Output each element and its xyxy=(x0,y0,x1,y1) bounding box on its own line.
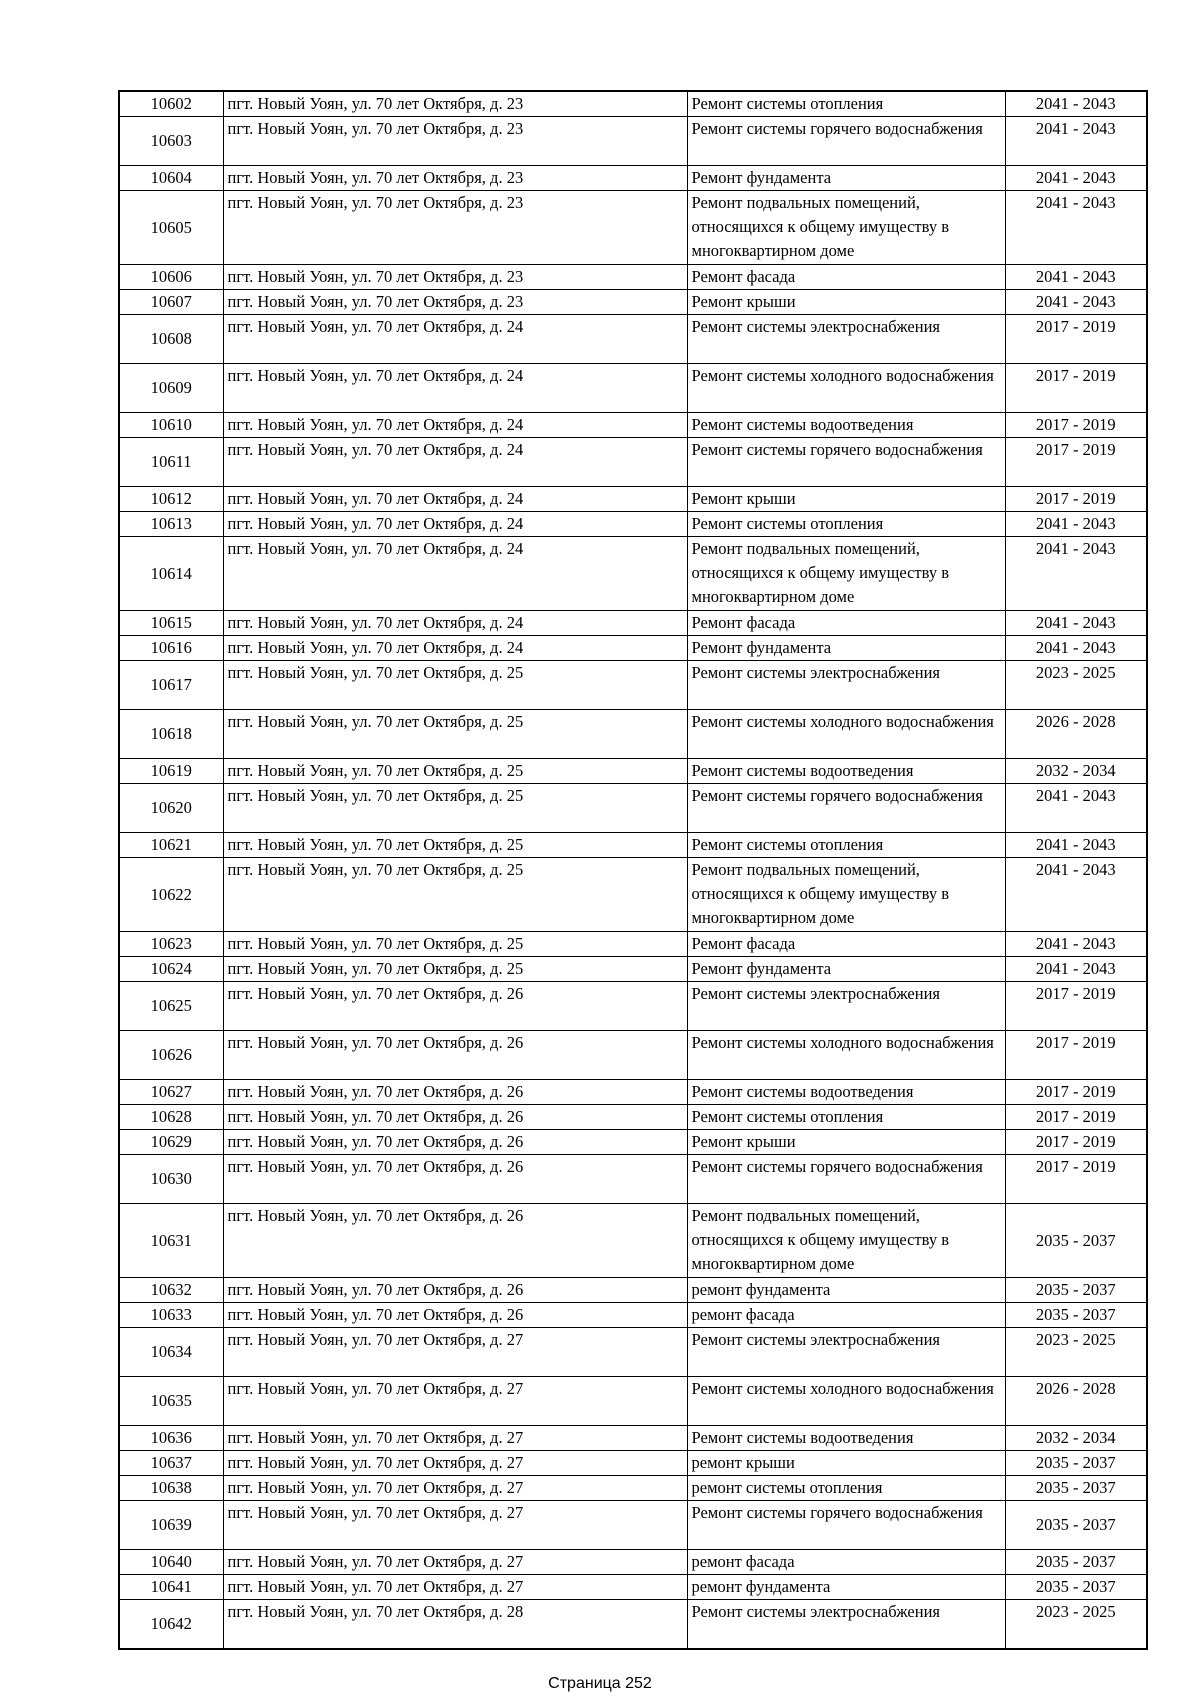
row-period: 2032 - 2034 xyxy=(1005,759,1147,784)
row-period: 2035 - 2037 xyxy=(1005,1278,1147,1303)
table-row xyxy=(119,1328,1147,1377)
row-work-type: Ремонт системы горячего водоснабжения xyxy=(687,1501,1005,1550)
row-work-type: Ремонт фасада xyxy=(687,611,1005,636)
table-row xyxy=(119,1575,1147,1600)
row-address: пгт. Новый Уоян, ул. 70 лет Октября, д. 26 xyxy=(223,1303,687,1328)
table-row xyxy=(119,784,1147,833)
row-number: 10609 xyxy=(119,364,223,413)
row-number: 10608 xyxy=(119,315,223,364)
row-number: 10611 xyxy=(119,438,223,487)
row-number: 10618 xyxy=(119,710,223,759)
row-work-type: Ремонт подвальных помещений, относящихся к общему имуществу в многоквартирном доме xyxy=(687,1204,1005,1278)
row-number: 10641 xyxy=(119,1575,223,1600)
row-period: 2035 - 2037 xyxy=(1005,1451,1147,1476)
table-row xyxy=(119,191,1147,265)
row-address: пгт. Новый Уоян, ул. 70 лет Октября, д. 25 xyxy=(223,784,687,833)
row-number: 10636 xyxy=(119,1426,223,1451)
row-work-type: ремонт фундамента xyxy=(687,1278,1005,1303)
row-number: 10635 xyxy=(119,1377,223,1426)
row-work-type: Ремонт системы холодного водоснабжения xyxy=(687,710,1005,759)
row-work-type: Ремонт системы электроснабжения xyxy=(687,1600,1005,1649)
row-work-type: Ремонт системы холодного водоснабжения xyxy=(687,1377,1005,1426)
row-number: 10630 xyxy=(119,1155,223,1204)
row-period: 2023 - 2025 xyxy=(1005,661,1147,710)
table-row xyxy=(119,858,1147,932)
table-row xyxy=(119,364,1147,413)
table-row xyxy=(119,290,1147,315)
row-period: 2017 - 2019 xyxy=(1005,315,1147,364)
row-address: пгт. Новый Уоян, ул. 70 лет Октября, д. 24 xyxy=(223,636,687,661)
row-work-type: Ремонт системы водоотведения xyxy=(687,1080,1005,1105)
table-body xyxy=(119,91,1147,1649)
repair-schedule-table xyxy=(118,90,1148,1650)
table-row xyxy=(119,759,1147,784)
table-row xyxy=(119,512,1147,537)
table-row xyxy=(119,636,1147,661)
row-address: пгт. Новый Уоян, ул. 70 лет Октября, д. 27 xyxy=(223,1328,687,1377)
table-row xyxy=(119,1377,1147,1426)
row-period: 2041 - 2043 xyxy=(1005,91,1147,117)
row-number: 10620 xyxy=(119,784,223,833)
row-address: пгт. Новый Уоян, ул. 70 лет Октября, д. 24 xyxy=(223,487,687,512)
row-address: пгт. Новый Уоян, ул. 70 лет Октября, д. 24 xyxy=(223,315,687,364)
row-work-type: ремонт крыши xyxy=(687,1451,1005,1476)
table-row xyxy=(119,1501,1147,1550)
table-row xyxy=(119,710,1147,759)
row-work-type: Ремонт крыши xyxy=(687,1130,1005,1155)
row-address: пгт. Новый Уоян, ул. 70 лет Октября, д. 24 xyxy=(223,537,687,611)
row-work-type: Ремонт системы электроснабжения xyxy=(687,1328,1005,1377)
row-work-type: Ремонт системы отопления xyxy=(687,1105,1005,1130)
row-number: 10627 xyxy=(119,1080,223,1105)
row-number: 10637 xyxy=(119,1451,223,1476)
table-row xyxy=(119,1476,1147,1501)
table-row xyxy=(119,487,1147,512)
table-row xyxy=(119,537,1147,611)
row-period: 2041 - 2043 xyxy=(1005,117,1147,166)
row-period: 2032 - 2034 xyxy=(1005,1426,1147,1451)
row-period: 2041 - 2043 xyxy=(1005,611,1147,636)
row-period: 2035 - 2037 xyxy=(1005,1501,1147,1550)
row-work-type: Ремонт системы отопления xyxy=(687,91,1005,117)
row-period: 2041 - 2043 xyxy=(1005,858,1147,932)
row-address: пгт. Новый Уоян, ул. 70 лет Октября, д. 27 xyxy=(223,1451,687,1476)
row-number: 10612 xyxy=(119,487,223,512)
row-address: пгт. Новый Уоян, ул. 70 лет Октября, д. 25 xyxy=(223,833,687,858)
table-row xyxy=(119,413,1147,438)
row-address: пгт. Новый Уоян, ул. 70 лет Октября, д. 23 xyxy=(223,265,687,290)
table-row xyxy=(119,166,1147,191)
row-work-type: Ремонт системы электроснабжения xyxy=(687,315,1005,364)
table-row xyxy=(119,438,1147,487)
table-row xyxy=(119,1080,1147,1105)
row-address: пгт. Новый Уоян, ул. 70 лет Октября, д. 23 xyxy=(223,91,687,117)
table-row xyxy=(119,1426,1147,1451)
row-number: 10625 xyxy=(119,982,223,1031)
row-address: пгт. Новый Уоян, ул. 70 лет Октября, д. 26 xyxy=(223,1278,687,1303)
table-row xyxy=(119,1204,1147,1278)
row-address: пгт. Новый Уоян, ул. 70 лет Октября, д. 23 xyxy=(223,166,687,191)
row-address: пгт. Новый Уоян, ул. 70 лет Октября, д. 24 xyxy=(223,512,687,537)
row-period: 2041 - 2043 xyxy=(1005,932,1147,957)
table-row xyxy=(119,957,1147,982)
row-number: 10638 xyxy=(119,1476,223,1501)
row-address: пгт. Новый Уоян, ул. 70 лет Октября, д. 27 xyxy=(223,1426,687,1451)
row-period: 2041 - 2043 xyxy=(1005,537,1147,611)
table-row xyxy=(119,1031,1147,1080)
row-address: пгт. Новый Уоян, ул. 70 лет Октября, д. 27 xyxy=(223,1550,687,1575)
row-period: 2041 - 2043 xyxy=(1005,290,1147,315)
table-row xyxy=(119,1155,1147,1204)
row-work-type: Ремонт крыши xyxy=(687,290,1005,315)
table-row xyxy=(119,1600,1147,1649)
row-number: 10633 xyxy=(119,1303,223,1328)
row-address: пгт. Новый Уоян, ул. 70 лет Октября, д. 24 xyxy=(223,438,687,487)
row-address: пгт. Новый Уоян, ул. 70 лет Октября, д. 26 xyxy=(223,1031,687,1080)
row-address: пгт. Новый Уоян, ул. 70 лет Октября, д. 23 xyxy=(223,290,687,315)
row-period: 2041 - 2043 xyxy=(1005,512,1147,537)
row-number: 10606 xyxy=(119,265,223,290)
row-number: 10617 xyxy=(119,661,223,710)
row-period: 2017 - 2019 xyxy=(1005,364,1147,413)
row-period: 2041 - 2043 xyxy=(1005,833,1147,858)
row-address: пгт. Новый Уоян, ул. 70 лет Октября, д. 26 xyxy=(223,982,687,1031)
row-number: 10607 xyxy=(119,290,223,315)
row-address: пгт. Новый Уоян, ул. 70 лет Октября, д. 26 xyxy=(223,1204,687,1278)
row-work-type: Ремонт системы электроснабжения xyxy=(687,661,1005,710)
row-address: пгт. Новый Уоян, ул. 70 лет Октября, д. 27 xyxy=(223,1575,687,1600)
table-row xyxy=(119,982,1147,1031)
row-address: пгт. Новый Уоян, ул. 70 лет Октября, д. 23 xyxy=(223,191,687,265)
row-period: 2017 - 2019 xyxy=(1005,1105,1147,1130)
row-number: 10623 xyxy=(119,932,223,957)
row-number: 10634 xyxy=(119,1328,223,1377)
row-work-type: Ремонт крыши xyxy=(687,487,1005,512)
row-number: 10614 xyxy=(119,537,223,611)
row-address: пгт. Новый Уоян, ул. 70 лет Октября, д. 23 xyxy=(223,117,687,166)
table-row xyxy=(119,117,1147,166)
table-row xyxy=(119,1278,1147,1303)
row-number: 10613 xyxy=(119,512,223,537)
row-address: пгт. Новый Уоян, ул. 70 лет Октября, д. 25 xyxy=(223,957,687,982)
row-period: 2041 - 2043 xyxy=(1005,784,1147,833)
row-address: пгт. Новый Уоян, ул. 70 лет Октября, д. 27 xyxy=(223,1476,687,1501)
row-number: 10619 xyxy=(119,759,223,784)
table-row xyxy=(119,315,1147,364)
row-address: пгт. Новый Уоян, ул. 70 лет Октября, д. 26 xyxy=(223,1105,687,1130)
row-number: 10622 xyxy=(119,858,223,932)
row-address: пгт. Новый Уоян, ул. 70 лет Октября, д. 26 xyxy=(223,1155,687,1204)
table-row xyxy=(119,1130,1147,1155)
row-address: пгт. Новый Уоян, ул. 70 лет Октября, д. 25 xyxy=(223,710,687,759)
row-work-type: Ремонт подвальных помещений, относящихся к общему имуществу в многоквартирном доме xyxy=(687,858,1005,932)
row-number: 10602 xyxy=(119,91,223,117)
row-address: пгт. Новый Уоян, ул. 70 лет Октября, д. 26 xyxy=(223,1130,687,1155)
row-number: 10631 xyxy=(119,1204,223,1278)
row-period: 2023 - 2025 xyxy=(1005,1600,1147,1649)
row-work-type: Ремонт системы холодного водоснабжения xyxy=(687,1031,1005,1080)
row-address: пгт. Новый Уоян, ул. 70 лет Октября, д. 25 xyxy=(223,858,687,932)
row-number: 10610 xyxy=(119,413,223,438)
row-number: 10605 xyxy=(119,191,223,265)
row-period: 2017 - 2019 xyxy=(1005,1130,1147,1155)
row-work-type: Ремонт фасада xyxy=(687,932,1005,957)
row-period: 2017 - 2019 xyxy=(1005,1080,1147,1105)
row-work-type: Ремонт системы горячего водоснабжения xyxy=(687,117,1005,166)
row-period: 2017 - 2019 xyxy=(1005,1155,1147,1204)
row-address: пгт. Новый Уоян, ул. 70 лет Октября, д. 24 xyxy=(223,364,687,413)
row-address: пгт. Новый Уоян, ул. 70 лет Октября, д. 27 xyxy=(223,1377,687,1426)
row-number: 10621 xyxy=(119,833,223,858)
row-work-type: Ремонт системы электроснабжения xyxy=(687,982,1005,1031)
row-period: 2041 - 2043 xyxy=(1005,636,1147,661)
row-number: 10626 xyxy=(119,1031,223,1080)
row-period: 2017 - 2019 xyxy=(1005,413,1147,438)
row-period: 2041 - 2043 xyxy=(1005,957,1147,982)
row-address: пгт. Новый Уоян, ул. 70 лет Октября, д. 25 xyxy=(223,759,687,784)
row-address: пгт. Новый Уоян, ул. 70 лет Октября, д. 25 xyxy=(223,932,687,957)
row-work-type: Ремонт фундамента xyxy=(687,957,1005,982)
row-work-type: Ремонт фасада xyxy=(687,265,1005,290)
row-number: 10624 xyxy=(119,957,223,982)
row-work-type: Ремонт фундамента xyxy=(687,636,1005,661)
row-number: 10616 xyxy=(119,636,223,661)
table-row xyxy=(119,265,1147,290)
table-row xyxy=(119,1451,1147,1476)
row-work-type: Ремонт системы отопления xyxy=(687,512,1005,537)
row-number: 10632 xyxy=(119,1278,223,1303)
row-period: 2041 - 2043 xyxy=(1005,166,1147,191)
row-number: 10603 xyxy=(119,117,223,166)
row-period: 2035 - 2037 xyxy=(1005,1204,1147,1278)
page-number: Страница 252 xyxy=(548,1675,652,1692)
table-row xyxy=(119,91,1147,117)
row-work-type: ремонт фасада xyxy=(687,1303,1005,1328)
row-work-type: Ремонт системы водоотведения xyxy=(687,759,1005,784)
row-address: пгт. Новый Уоян, ул. 70 лет Октября, д. 24 xyxy=(223,611,687,636)
row-address: пгт. Новый Уоян, ул. 70 лет Октября, д. 24 xyxy=(223,413,687,438)
row-period: 2026 - 2028 xyxy=(1005,1377,1147,1426)
row-number: 10639 xyxy=(119,1501,223,1550)
row-period: 2035 - 2037 xyxy=(1005,1476,1147,1501)
row-period: 2017 - 2019 xyxy=(1005,487,1147,512)
table-row xyxy=(119,1550,1147,1575)
row-address: пгт. Новый Уоян, ул. 70 лет Октября, д. 28 xyxy=(223,1600,687,1649)
row-period: 2035 - 2037 xyxy=(1005,1303,1147,1328)
table-row xyxy=(119,1105,1147,1130)
row-period: 2026 - 2028 xyxy=(1005,710,1147,759)
table-row xyxy=(119,611,1147,636)
row-work-type: Ремонт подвальных помещений, относящихся к общему имуществу в многоквартирном доме xyxy=(687,537,1005,611)
row-work-type: Ремонт системы горячего водоснабжения xyxy=(687,1155,1005,1204)
table-row xyxy=(119,661,1147,710)
row-work-type: Ремонт системы горячего водоснабжения xyxy=(687,438,1005,487)
row-work-type: ремонт фундамента xyxy=(687,1575,1005,1600)
table-row xyxy=(119,833,1147,858)
row-period: 2023 - 2025 xyxy=(1005,1328,1147,1377)
row-address: пгт. Новый Уоян, ул. 70 лет Октября, д. 27 xyxy=(223,1501,687,1550)
row-work-type: ремонт системы отопления xyxy=(687,1476,1005,1501)
row-period: 2041 - 2043 xyxy=(1005,191,1147,265)
row-work-type: Ремонт системы отопления xyxy=(687,833,1005,858)
table-row xyxy=(119,932,1147,957)
row-address: пгт. Новый Уоян, ул. 70 лет Октября, д. 25 xyxy=(223,661,687,710)
row-period: 2035 - 2037 xyxy=(1005,1550,1147,1575)
table-row xyxy=(119,1303,1147,1328)
row-work-type: ремонт фасада xyxy=(687,1550,1005,1575)
row-work-type: Ремонт системы горячего водоснабжения xyxy=(687,784,1005,833)
row-period: 2017 - 2019 xyxy=(1005,1031,1147,1080)
row-address: пгт. Новый Уоян, ул. 70 лет Октября, д. 26 xyxy=(223,1080,687,1105)
row-number: 10604 xyxy=(119,166,223,191)
row-period: 2041 - 2043 xyxy=(1005,265,1147,290)
row-work-type: Ремонт системы водоотведения xyxy=(687,413,1005,438)
row-number: 10640 xyxy=(119,1550,223,1575)
row-number: 10629 xyxy=(119,1130,223,1155)
row-period: 2017 - 2019 xyxy=(1005,438,1147,487)
row-number: 10642 xyxy=(119,1600,223,1649)
row-number: 10628 xyxy=(119,1105,223,1130)
row-work-type: Ремонт системы холодного водоснабжения xyxy=(687,364,1005,413)
row-work-type: Ремонт подвальных помещений, относящихся к общему имуществу в многоквартирном доме xyxy=(687,191,1005,265)
row-period: 2035 - 2037 xyxy=(1005,1575,1147,1600)
row-work-type: Ремонт системы водоотведения xyxy=(687,1426,1005,1451)
row-work-type: Ремонт фундамента xyxy=(687,166,1005,191)
row-number: 10615 xyxy=(119,611,223,636)
row-period: 2017 - 2019 xyxy=(1005,982,1147,1031)
